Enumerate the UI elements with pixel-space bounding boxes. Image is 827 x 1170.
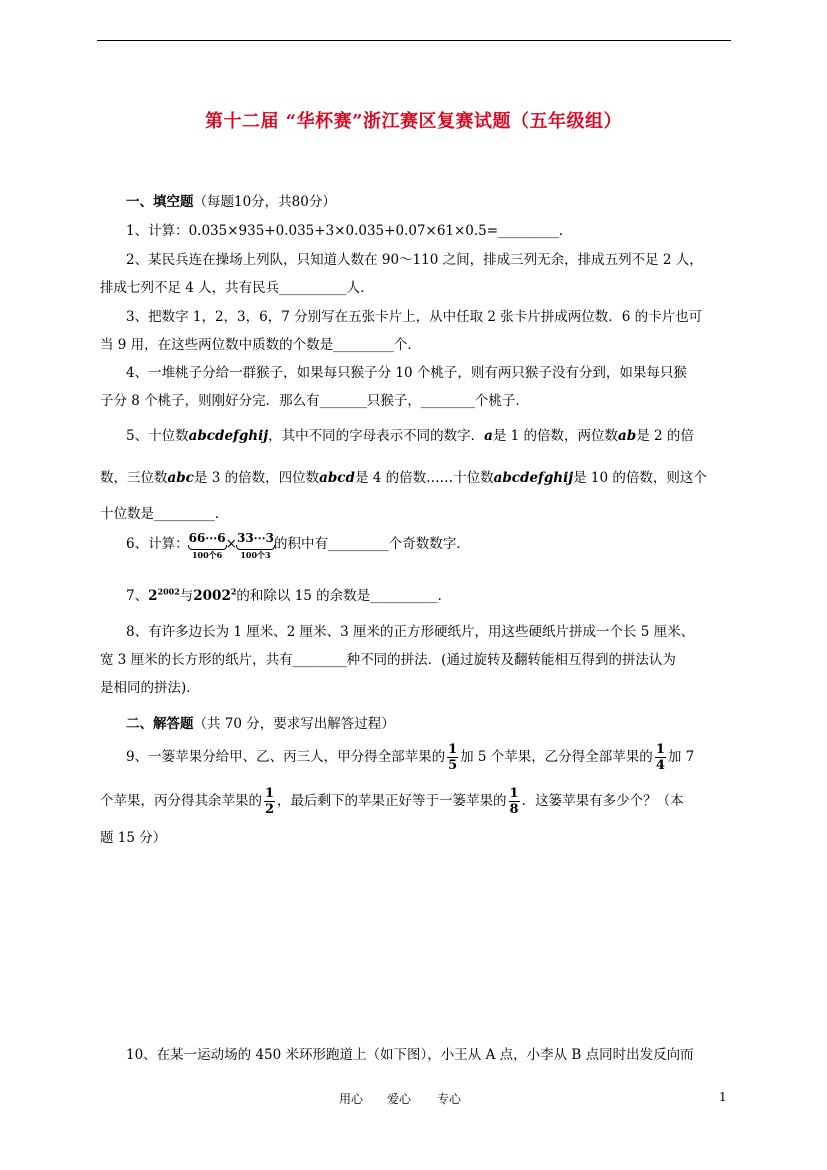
fraction-one-eighth: $\frac{1}{8}$ (509, 786, 519, 817)
question-4-line-1: 4、一堆桃子分给一群猴子，如果每只猴子分 10 个桃子，则有两只猴子没有分到，如果每只猴 (126, 365, 687, 381)
question-10: 10、在某一运动场的 450 米环形跑道上（如下图），小王从 A 点，小李从 B 点同时出发反向而 (126, 1047, 694, 1063)
question-9-line-1: 9、一篓苹果分给甲、乙、丙三人，甲分得全部苹果的 $\frac{1}{5}$ 加 5 个苹果，乙分得全部苹果的 $\frac{1}{4}$ 加 7 (126, 742, 695, 773)
fraction-one-fifth: $\frac{1}{5}$ (448, 742, 458, 773)
question-5-line-2: 数，三位数abc是 3 的倍数，四位数abcd是 4 的倍数……十位数abcdefghij是 10 的倍数，则这个 (100, 470, 707, 486)
footer-motto-2: 爱心 (387, 1092, 412, 1106)
question-4-line-2: 子分 8 个桃子，则刚好分完．那么有_______只猴子，________个桃子． (100, 393, 529, 409)
question-3-line-2: 当 9 用，在这些两位数中质数的个数是_________个． (100, 337, 421, 353)
question-3-line-1: 3、把数字 1，2，3，6，7 分别写在五张卡片上，从中任取 2 张卡片拼成两位数．6 的卡片也可 (126, 309, 703, 325)
question-8-line-3: 是相同的拼法)． (100, 680, 200, 696)
section-2-heading: 二、解答题（共 70 分，要求写出解答过程） (126, 716, 395, 732)
question-8-line-1: 8、有许多边长为 1 厘米、2 厘米、3 厘米的正方形硬纸片，用这些硬纸片拼成一个长 5 厘米、 (126, 624, 695, 640)
question-5-line-1: 5、十位数abcdefghij，其中不同的字母表示不同的数字．a是 1 的倍数，两位数ab是 2 的倍 (126, 428, 694, 444)
repeated-six-number: 66⋯6 100个6 (188, 531, 226, 560)
question-7: 7、$2^{2002}$与2002$^2$的和除以 15 的余数是__________． (126, 586, 452, 604)
question-9-line-3: 题 15 分） (100, 830, 167, 846)
page-number: 1 (719, 1090, 727, 1104)
question-8-line-2: 宽 3 厘米的长方形的纸片，共有________种不同的拼法．(通过旋转及翻转能相互得到的拼法认为 (100, 652, 676, 668)
question-1: 1、计算：0.035×935+0.035+3×0.035+0.07×61×0.5=_________． (126, 223, 573, 239)
footer-motto-1: 用心 (339, 1092, 364, 1106)
question-2-line-2: 排成七列不足 4 人，共有民兵__________人． (100, 280, 374, 296)
fraction-one-quarter: $\frac{1}{4}$ (655, 742, 665, 773)
header-rule (97, 40, 731, 41)
question-5-line-3: 十位数是_________． (100, 506, 229, 522)
repeated-three-number: 33⋯3 100个3 (236, 531, 275, 560)
footer-motto-3: 专心 (437, 1092, 462, 1106)
question-9-line-2: 个苹果，丙分得其余苹果的 $\frac{1}{2}$ ，最后剩下的苹果正好等于一篓苹果的 $\frac{1}{8}$ ．这篓苹果有多少个？（本 (100, 786, 684, 817)
fraction-one-half: $\frac{1}{2}$ (265, 786, 275, 817)
question-6: 6、计算： 66⋯6 100个6 × 33⋯3 100个3 的积中有_________个奇数数字． (126, 531, 470, 560)
page-title: 第十二届 “华杯赛”浙江赛区复赛试题（五年级组） (205, 111, 622, 132)
section-1-heading: 一、填空题（每题10分，共80分） (126, 194, 336, 210)
question-2-line-1: 2、某民兵连在操场上列队，只知道人数在 90～110 之间，排成三列无余，排成五列不足 2 人， (126, 252, 703, 268)
